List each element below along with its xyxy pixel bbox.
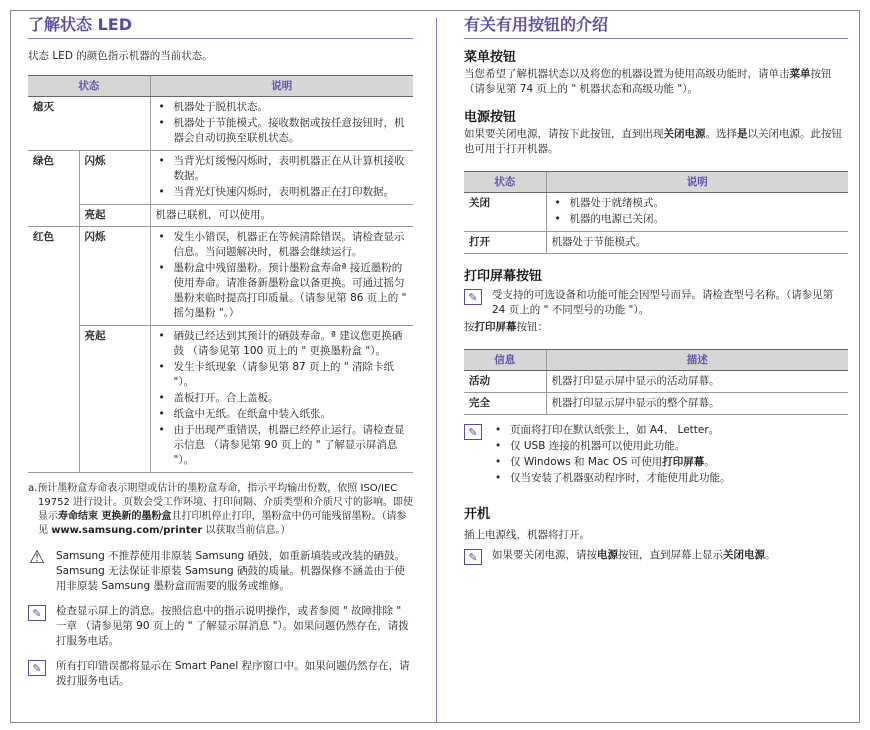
right-column [464,14,848,563]
list-item: • 墨粉盒中残留墨粉。预计墨粉盒寿命ª 接近墨粉的使用寿命。请准备新墨粉盒以备更换。可通过摇匀墨粉来临时提高打印质量。（请参见第 86 页上的 " 摇匀墨粉 "。） [156,261,409,321]
status-red-label: 红色 [28,227,79,473]
warning-icon: ⚠ [28,547,46,568]
list-item: • 硒鼓已经达到其预计的硒鼓寿命。ª 建议您更换硒鼓 （请参见第 100 页上的 " 更换墨粉盒 "）。 [156,329,409,359]
status-led-intro: 状态 LED 的颜色指示机器的当前状态。 [28,50,213,62]
list-item: • 页面将打印在默认纸张上，如 A4、 Letter。 [492,423,848,438]
status-green-blink-label: 闪烁 [79,151,150,205]
note-text: 检查显示屏上的消息。按照信息中的指示说明操作，或者参阅 " 故障排除 " 一章 （请参见第 90 页上的 " 了解显示屏消息 "）。如果问题仍然存在，请拨打服务电话。 [56,605,409,647]
status-led-table [28,75,413,473]
note-pencil-icon: ✎ [464,549,482,565]
note-pencil-icon: ✎ [28,605,46,621]
note-text: 所有打印错误都将显示在 Smart Panel 程序窗口中。如果问题仍然存在，请拨打服务电话。 [56,660,410,687]
table-row [464,193,848,232]
table-row [28,205,413,227]
table-header-description: 说明 [150,76,413,97]
table-row [464,232,848,254]
status-red-blink-label: 闪烁 [79,227,150,326]
table-header-row [464,350,848,371]
warning-text: Samsung 不推荐使用非原装 Samsung 硒鼓，如重新填装或改装的硒鼓。 Samsung 无法保证非原装 Samsung 硒鼓的质量。机器保修不涵盖由于使用非原装 Samsung 墨粉盒而需要的服务或维修。 [56,550,406,592]
table-header-row [464,172,848,193]
status-green-on-text: 机器已联机，可以使用。 [150,205,413,227]
power-on-text: 插上电源线，机器将打开。 [464,529,590,541]
section-title-useful-buttons: 有关有用按钮的介绍 [464,14,848,39]
samsung-link[interactable]: www.samsung.com/printer [51,525,203,536]
note-box [464,423,848,486]
table-header-row [28,76,413,97]
status-red-on-list [156,329,409,468]
table-header-description: 说明 [546,172,848,193]
status-off-label: 熄灭 [28,97,150,151]
power-off-list [552,196,844,227]
print-screen-notes-list [492,423,848,486]
power-button-heading: 电源按钮 [464,110,517,125]
print-screen-table [464,349,848,415]
list-item: • 纸盒中无纸。在纸盒中装入纸张。 [156,407,409,422]
list-item: • 发生小错误，机器正在等候清除错误。请检查显示信息。当问题解决时，机器会继续运行。 [156,230,409,260]
list-item: • 当背光灯缓慢闪烁时，表明机器正在从计算机接收数据。 [156,154,409,184]
status-red-blink-list [156,230,409,321]
table-header-status: 状态 [28,76,150,97]
print-full-label: 完全 [464,393,546,415]
table-row [28,97,413,151]
status-green-on-label: 亮起 [79,205,150,227]
list-item: • 机器处于脱机状态。 [156,100,409,115]
status-green-blink-list [156,154,409,200]
warning-box [28,549,413,594]
footnote: a.预计墨粉盒寿命表示期望或估计的墨粉盒寿命，指示平均输出份数，依照 ISO/IEC 19752 进行设计。页数会受工作环境、打印间隔、介质类型和介质尺寸的影响。即使显示寿命结束 更换新的墨粉盒且打印机停止打印，墨粉盒中仍可能残留墨粉。（请参见 www.samsung.com/printer 以获取当前信息。） [28,483,413,536]
table-row [464,371,848,393]
section-title-status-led: 了解状态 LED [28,14,413,39]
table-row [28,326,413,473]
note-pencil-icon: ✎ [464,289,482,305]
table-header-status: 状态 [464,172,546,193]
note-text: 如果要关闭电源，请按电源按钮，直到屏幕上显示关闭电源。 [492,549,776,561]
menu-button-heading: 菜单按钮 [464,50,517,65]
note-box [464,288,848,318]
print-full-text: 机器打印显示屏中显示的整个屏幕。 [546,393,848,415]
power-off-label: 关闭 [464,193,546,232]
note-text: 受支持的可选设备和功能可能会因型号而异。请检查型号名称。（请参见第 24 页上的 " 不同型号的功能 "）。 [492,289,834,316]
list-item: • 仅当安装了机器驱动程序时，才能使用此功能。 [492,471,848,486]
list-item: • 发生卡纸现象（请参见第 87 页上的 " 清除卡纸 "）。 [156,360,409,390]
list-item: • 机器处于节能模式。接收数据或按任意按钮时，机器会自动切换至联机状态。 [156,116,409,146]
note-pencil-icon: ✎ [464,424,482,440]
power-on-label: 打开 [464,232,546,254]
note-box [28,604,413,649]
status-off-list [156,100,409,146]
left-column [28,14,413,689]
list-item: • 盖板打开。合上盖板。 [156,391,409,406]
power-on-heading: 开机 [464,507,491,522]
print-active-text: 机器打印显示屏中显示的活动屏幕。 [546,371,848,393]
status-green-label: 绿色 [28,151,79,227]
print-screen-press-text: 按打印屏幕按钮： [464,321,548,333]
print-active-label: 活动 [464,371,546,393]
print-screen-heading: 打印屏幕按钮 [464,269,543,284]
power-button-text: 如果要关闭电源，请按下此按钮，直到出现关闭电源。选择是以关闭电源。此按钮也可用于打开机器。 [464,128,842,155]
column-divider [436,18,437,723]
power-status-table [464,171,848,254]
power-on-text: 机器处于节能模式。 [546,232,848,254]
menu-button-text: 当您希望了解机器状态以及将您的机器设置为使用高级功能时，请单击菜单按钮 （请参见第 74 页上的 " 机器状态和高级功能 "）。 [464,68,832,95]
list-item: • 机器处于就绪模式。 [552,196,844,211]
note-box [28,659,413,689]
status-red-on-label: 亮起 [79,326,150,473]
list-item: • 机器的电源已关闭。 [552,212,844,227]
table-header-info: 信息 [464,350,546,371]
note-box [464,548,848,563]
table-header-description: 描述 [546,350,848,371]
list-item: • 由于出现严重错误，机器已经停止运行。请检查显示信息 （请参见第 90 页上的 " 了解显示屏消息 "）。 [156,423,409,468]
note-pencil-icon: ✎ [28,660,46,676]
table-row [28,151,413,205]
list-item: • 仅 Windows 和 Mac OS 可使用打印屏幕。 [492,455,848,470]
list-item: • 当背光灯快速闪烁时，表明机器正在打印数据。 [156,185,409,200]
table-row [28,227,413,326]
table-row [464,393,848,415]
list-item: • 仅 USB 连接的机器可以使用此功能。 [492,439,848,454]
